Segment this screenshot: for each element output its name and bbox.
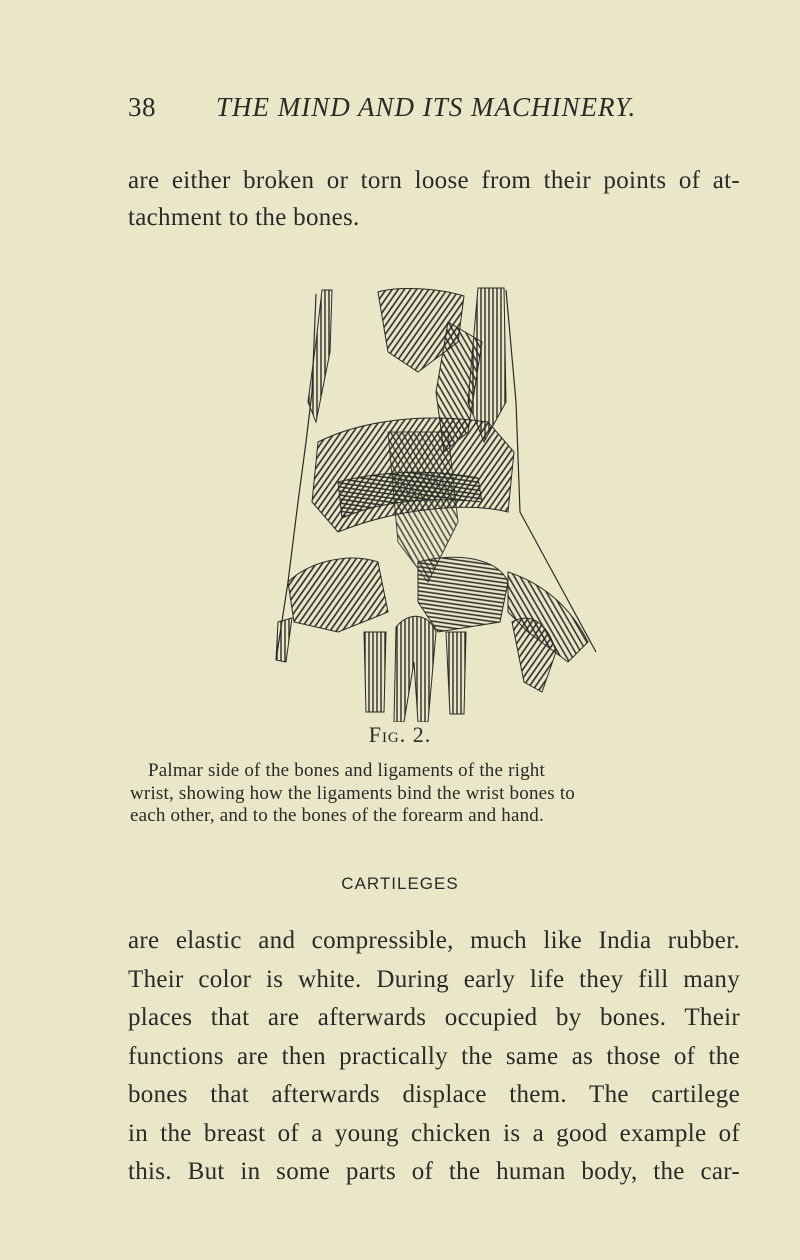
text-line: in the breast of a young chicken is a good example of xyxy=(128,1119,740,1147)
text-line: functions are then practically the same as those of the xyxy=(128,1042,740,1070)
text-line: tachment to the bones. xyxy=(128,204,360,231)
paragraph-continuation xyxy=(128,162,740,236)
caption-line: Palmar side of the bones and ligaments of the right xyxy=(148,760,545,781)
paragraph-cartileges xyxy=(128,922,740,1192)
text-line: bones that afterwards displace them. The cartilege xyxy=(128,1081,740,1108)
figure-caption xyxy=(130,760,770,828)
figure-label xyxy=(0,722,800,748)
wrist-ligament-illustration xyxy=(268,282,614,722)
caption-line: wrist, showing how the ligaments bind the wrist bones to xyxy=(130,782,575,804)
section-heading: CARTILEGES xyxy=(341,874,459,893)
text-line: Their color is white. During early life they fill many xyxy=(128,965,740,993)
page-number: 38 xyxy=(128,92,156,122)
figure-number: Fig. 2. xyxy=(368,722,432,747)
text-line: are either broken or torn loose from their points of at- xyxy=(128,167,740,194)
text-line: places that are afterwards occupied by bones. Their xyxy=(128,1004,740,1031)
wrist-engraving xyxy=(268,282,614,722)
caption-line: each other, and to the bones of the forearm and hand. xyxy=(130,805,544,826)
running-head xyxy=(128,92,748,132)
text-line: are elastic and compressible, much like India rubber. xyxy=(128,927,740,954)
text-line: this. But in some parts of the human body, the car- xyxy=(128,1158,740,1185)
running-title: THE MIND AND ITS MACHINERY. xyxy=(216,92,637,122)
